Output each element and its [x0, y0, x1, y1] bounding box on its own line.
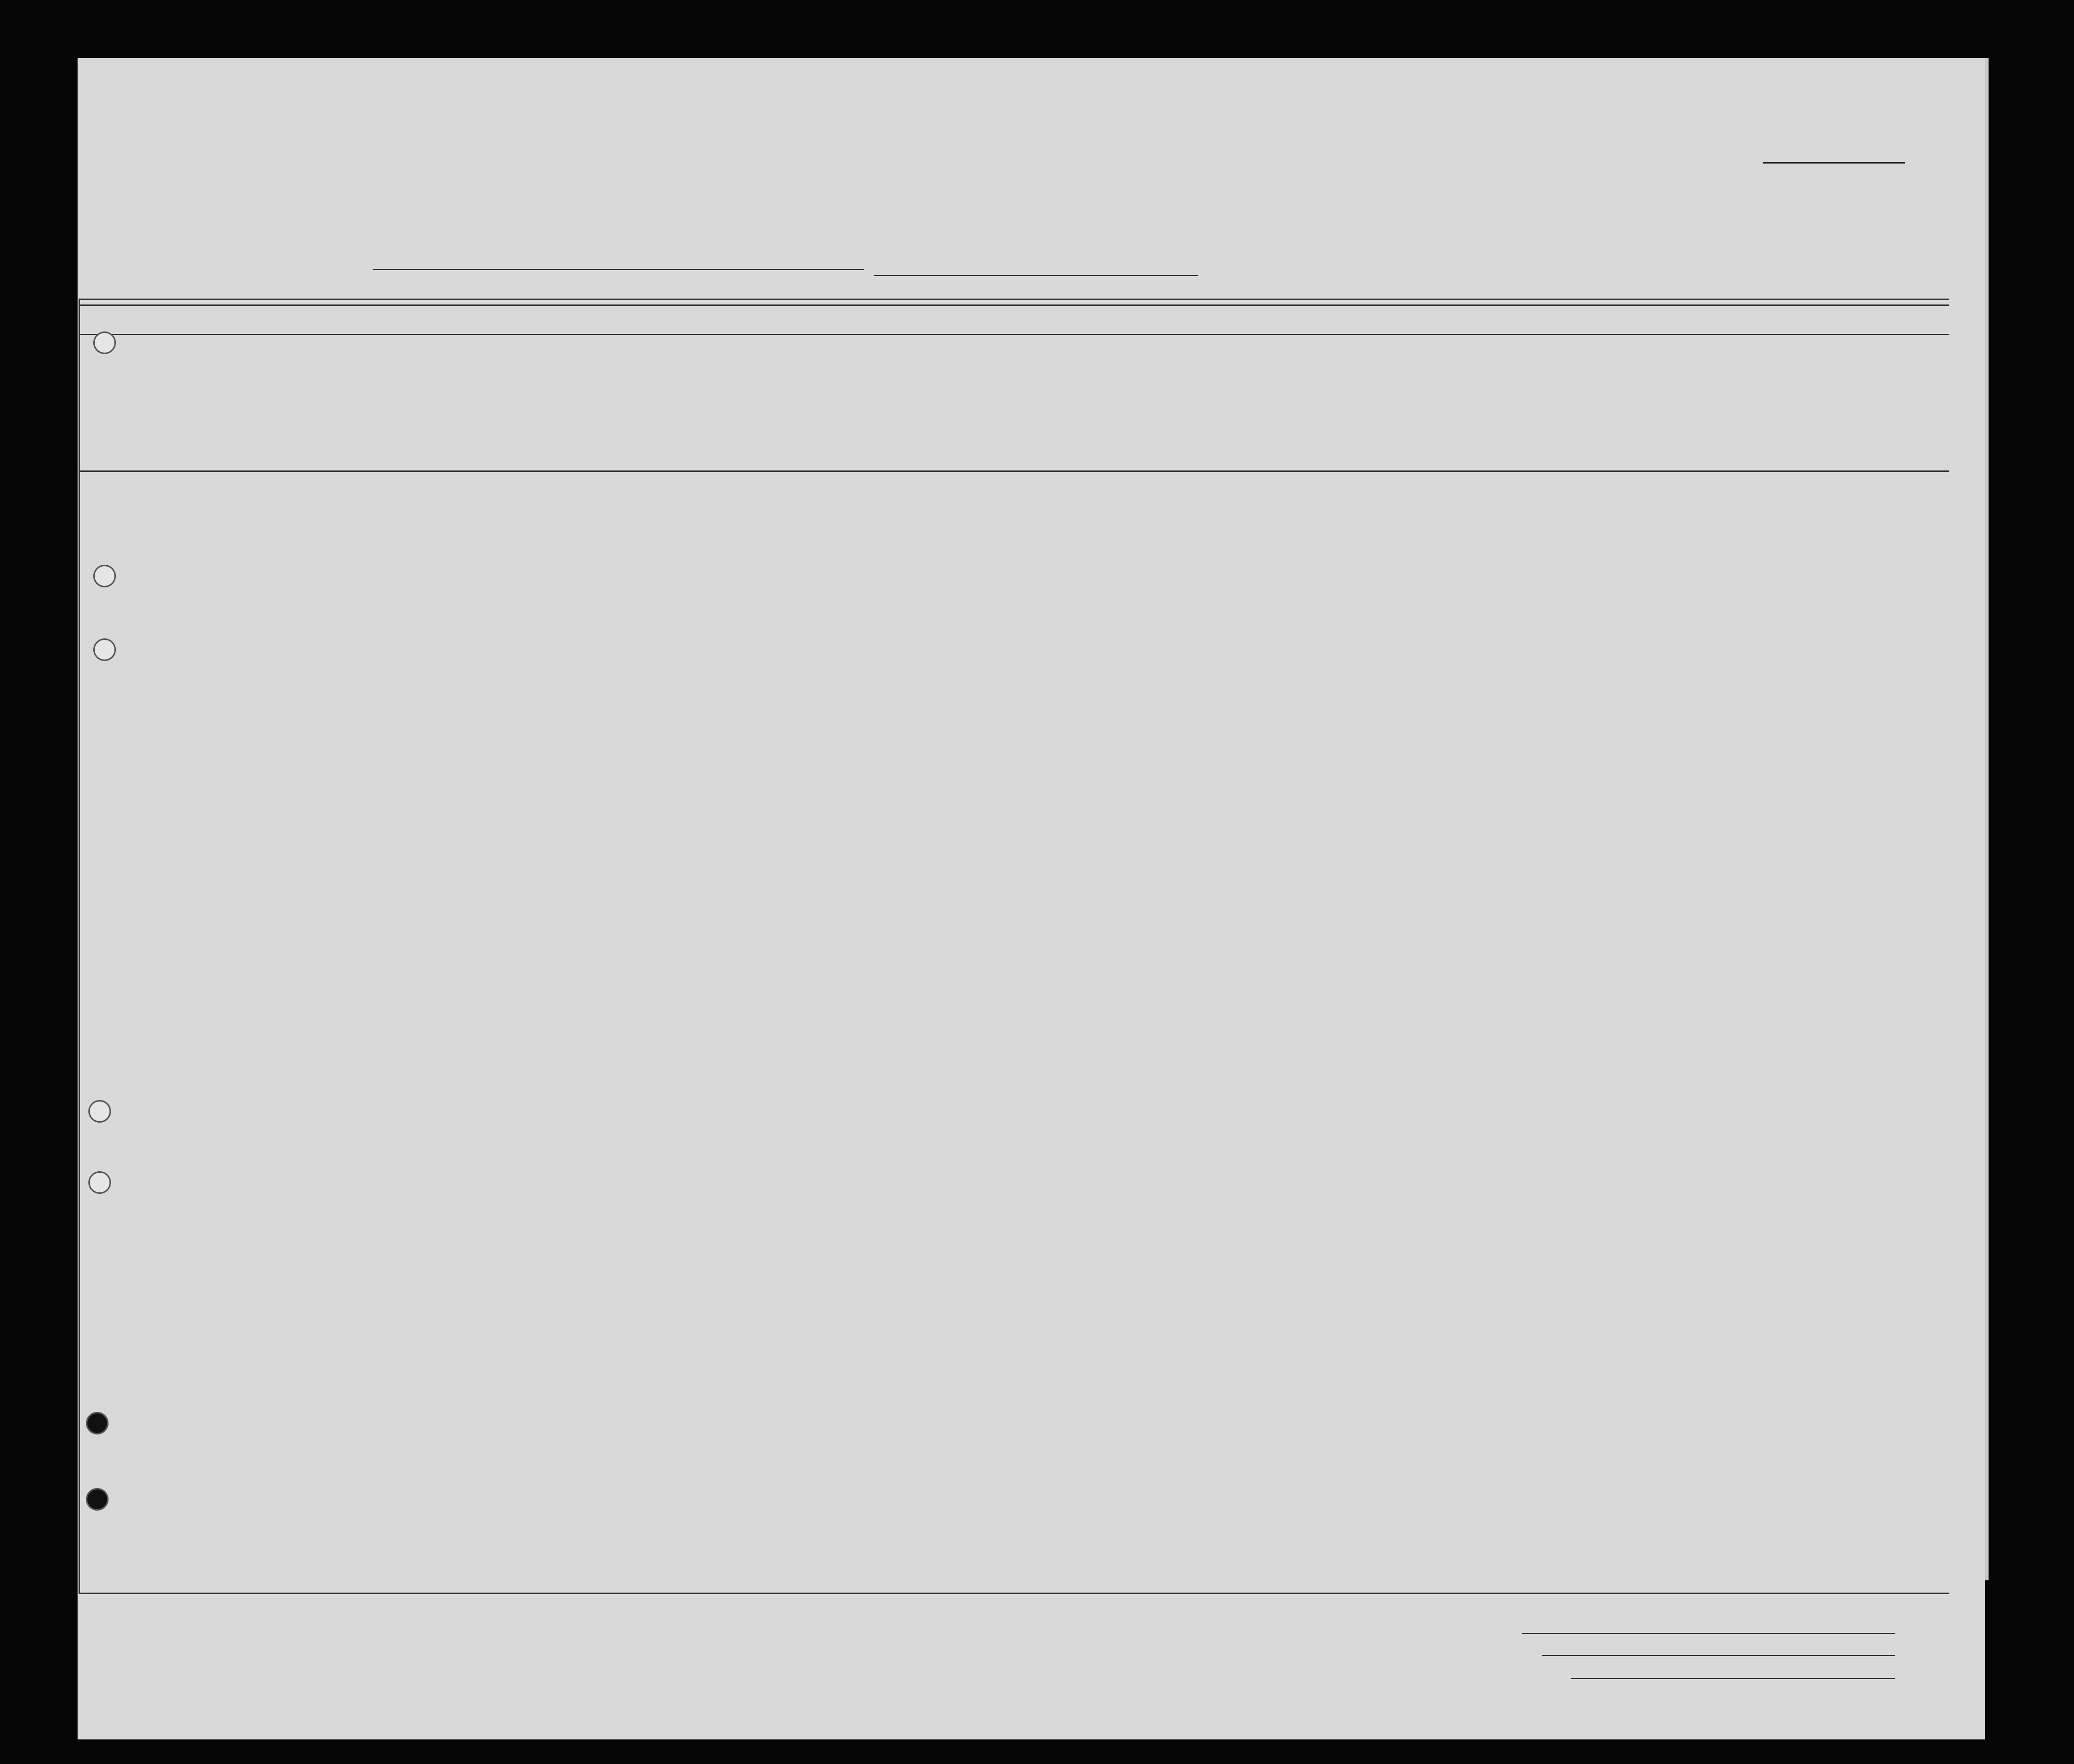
col28-header [1383, 339, 1438, 467]
col21-header [721, 339, 748, 464]
punch-hole [93, 638, 116, 661]
col26-header [1336, 339, 1355, 467]
col30-header [1476, 339, 1496, 467]
col25-header [1287, 339, 1332, 467]
col34-inches [1665, 417, 1686, 467]
agents-underline [1571, 1678, 1895, 1679]
col27-header [1359, 339, 1379, 467]
punch-hole [88, 1171, 111, 1194]
col31-header [1499, 339, 1518, 467]
line-underline [1522, 1633, 1895, 1634]
punch-hole [88, 1100, 111, 1123]
punch-hole [86, 1488, 109, 1511]
col24a-header [1176, 363, 1211, 467]
col19-header [593, 339, 623, 464]
col29-header [1440, 339, 1474, 467]
punch-hole [93, 565, 116, 587]
col24c-header [1255, 363, 1284, 467]
col24b-header [1216, 363, 1250, 467]
owners-underline [1542, 1655, 1895, 1656]
punch-hole [93, 331, 116, 354]
col34-feet [1640, 427, 1662, 467]
punch-hole [86, 1412, 109, 1434]
